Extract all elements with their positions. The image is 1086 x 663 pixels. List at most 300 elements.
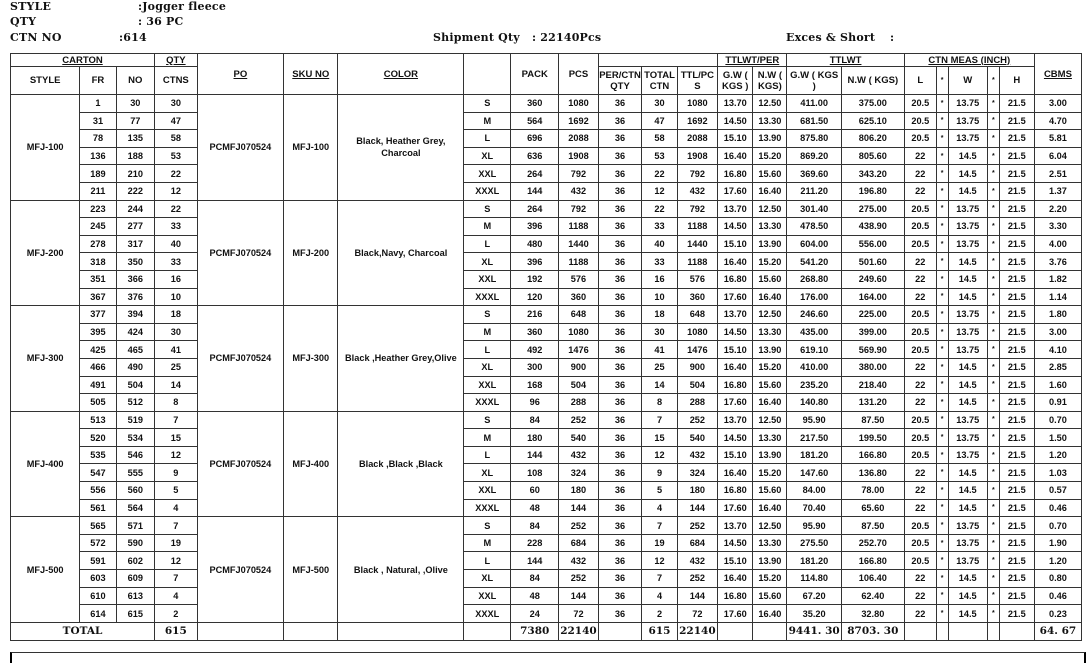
w-cell: 13.75 [948, 534, 987, 552]
tctn-cell: 30 [642, 323, 677, 341]
l-cell: 22 [904, 182, 936, 200]
pack-cell: 60 [511, 482, 559, 500]
x1-cell: * [936, 235, 948, 253]
style-cell: MFJ-200 [11, 200, 80, 306]
tctn-cell: 9 [642, 464, 677, 482]
ctns-cell: 12 [155, 446, 198, 464]
tpcs-cell: 432 [677, 446, 718, 464]
l-cell: 22 [904, 570, 936, 588]
tnw-cell: 62.40 [841, 587, 904, 605]
no-cell: 571 [116, 517, 154, 535]
pack-cell: 264 [511, 165, 559, 183]
l-cell: 20.5 [904, 235, 936, 253]
fr-cell: 491 [80, 376, 116, 394]
per-cell: 36 [598, 288, 642, 306]
exces-short-value: : [890, 31, 895, 44]
x2-cell: * [987, 130, 999, 148]
size-cell: L [464, 341, 511, 359]
ctn-meas-header: CTN MEAS (INCH) [904, 54, 1034, 67]
per-cell: 36 [598, 534, 642, 552]
tgw-cell: 681.50 [787, 112, 841, 130]
nw-cell: 13.30 [753, 534, 787, 552]
nw-cell: 15.20 [753, 570, 787, 588]
gw-cell: 16.80 [718, 376, 753, 394]
nw-cell: 15.20 [753, 253, 787, 271]
h-cell: 21.5 [999, 341, 1034, 359]
l-cell: 22 [904, 394, 936, 412]
size-cell: M [464, 218, 511, 236]
cbm-cell: 1.60 [1034, 376, 1081, 394]
table-row [11, 411, 1082, 429]
gw-cell: 16.40 [718, 464, 753, 482]
per-cell: 36 [598, 411, 642, 429]
w-cell: 13.75 [948, 95, 987, 113]
pack-cell: 180 [511, 429, 559, 447]
per-cell: 36 [598, 130, 642, 148]
tnw-cell: 218.40 [841, 376, 904, 394]
tpcs-cell: 576 [677, 270, 718, 288]
nw-cell: 13.90 [753, 130, 787, 148]
tgw-cell: 875.80 [787, 130, 841, 148]
gw-cell: 14.50 [718, 534, 753, 552]
nw-cell: 15.60 [753, 270, 787, 288]
tpcs-cell: 2088 [677, 130, 718, 148]
table-row [11, 429, 1082, 447]
l-cell: 20.5 [904, 200, 936, 218]
per-cell: 36 [598, 358, 642, 376]
ctns-cell: 9 [155, 464, 198, 482]
pcs-cell: 684 [559, 534, 598, 552]
tnw-cell: 399.00 [841, 323, 904, 341]
style-cell: MFJ-500 [11, 517, 80, 623]
no-cell: 222 [116, 182, 154, 200]
tpcs-cell: 1080 [677, 323, 718, 341]
gw-cell: 17.60 [718, 288, 753, 306]
nw-cell: 16.40 [753, 182, 787, 200]
tctn-cell: 19 [642, 534, 677, 552]
h-cell: 21.5 [999, 130, 1034, 148]
w-cell: 13.75 [948, 235, 987, 253]
w-cell: 14.5 [948, 165, 987, 183]
tnw-cell: 375.00 [841, 95, 904, 113]
cbm-cell: 0.23 [1034, 605, 1081, 623]
size-cell: XL [464, 147, 511, 165]
table-row [11, 112, 1082, 130]
no-cell: 277 [116, 218, 154, 236]
x1-cell: * [936, 482, 948, 500]
size-cell: M [464, 534, 511, 552]
w-cell: 13.75 [948, 306, 987, 324]
pack-cell: 144 [511, 446, 559, 464]
tpcs-cell: 1188 [677, 253, 718, 271]
pack-cell: 144 [511, 182, 559, 200]
tgw-cell: 411.00 [787, 95, 841, 113]
h-cell: 21.5 [999, 464, 1034, 482]
fr-cell: 245 [80, 218, 116, 236]
pack-cell: 84 [511, 411, 559, 429]
per-cell: 36 [598, 570, 642, 588]
tgw-cell: 95.90 [787, 517, 841, 535]
total-size-empty [464, 622, 511, 640]
nw-cell: 13.90 [753, 446, 787, 464]
pcs-cell: 648 [559, 306, 598, 324]
per-cell: 36 [598, 147, 642, 165]
tpcs-cell: 144 [677, 499, 718, 517]
pcs-cell: 504 [559, 376, 598, 394]
tgw-cell: 95.90 [787, 411, 841, 429]
cbm-cell: 4.10 [1034, 341, 1081, 359]
pcs-cell: 432 [559, 182, 598, 200]
x1-cell: * [936, 394, 948, 412]
pcs-cell: 1080 [559, 95, 598, 113]
x1-cell: * [936, 464, 948, 482]
no-cell: 555 [116, 464, 154, 482]
tctn-cell: 7 [642, 517, 677, 535]
table-row [11, 270, 1082, 288]
x2-cell: * [987, 482, 999, 500]
tctn-cell: 7 [642, 411, 677, 429]
tnw-cell: 275.00 [841, 200, 904, 218]
tpcs-cell: 1188 [677, 218, 718, 236]
tgw-cell: 70.40 [787, 499, 841, 517]
no-cell: 135 [116, 130, 154, 148]
h-cell: 21.5 [999, 552, 1034, 570]
gw-per-header: G.W ( KGS ) [718, 67, 753, 95]
x2-cell: * [987, 288, 999, 306]
total-cbm: 64. 67 [1034, 622, 1081, 640]
nw-cell: 15.20 [753, 464, 787, 482]
tctn-cell: 15 [642, 429, 677, 447]
size-cell: XXXL [464, 288, 511, 306]
tnw-cell: 380.00 [841, 358, 904, 376]
size-cell: XL [464, 253, 511, 271]
pack-cell: 636 [511, 147, 559, 165]
x2-cell: * [987, 376, 999, 394]
h-cell: 21.5 [999, 446, 1034, 464]
tgw-cell: 478.50 [787, 218, 841, 236]
h-cell: 21.5 [999, 394, 1034, 412]
x2-cell: * [987, 534, 999, 552]
tgw-cell: 246.60 [787, 306, 841, 324]
x1-cell: * [936, 499, 948, 517]
ctns-cell: 22 [155, 165, 198, 183]
x1-cell: * [936, 112, 948, 130]
x2-cell: * [987, 270, 999, 288]
tpcs-cell: 72 [677, 605, 718, 623]
cbm-cell: 0.70 [1034, 411, 1081, 429]
pack-cell: 168 [511, 376, 559, 394]
table-row [11, 323, 1082, 341]
table-row [11, 499, 1082, 517]
w-cell: 13.75 [948, 130, 987, 148]
ctns-cell: 18 [155, 306, 198, 324]
ctns-cell: 58 [155, 130, 198, 148]
nw-per-header: N.W ( KGS) [753, 67, 787, 95]
tctn-cell: 14 [642, 376, 677, 394]
w-cell: 13.75 [948, 552, 987, 570]
gw-cell: 17.60 [718, 394, 753, 412]
tctn-cell: 5 [642, 482, 677, 500]
tgw-cell: 604.00 [787, 235, 841, 253]
size-cell: XXXL [464, 182, 511, 200]
no-cell: 519 [116, 411, 154, 429]
x2-cell: * [987, 235, 999, 253]
total-x1-empty [936, 622, 948, 640]
tgw-cell: 176.00 [787, 288, 841, 306]
h-cell: 21.5 [999, 587, 1034, 605]
gw-cell: 15.10 [718, 341, 753, 359]
tnw-cell: 805.60 [841, 147, 904, 165]
no-cell: 30 [116, 95, 154, 113]
pcs-cell: 900 [559, 358, 598, 376]
x1-cell: * [936, 200, 948, 218]
h-cell: 21.5 [999, 323, 1034, 341]
size-cell: S [464, 306, 511, 324]
per-cell: 36 [598, 200, 642, 218]
cbm-cell: 4.00 [1034, 235, 1081, 253]
cbm-cell: 0.80 [1034, 570, 1081, 588]
tnw-cell: 806.20 [841, 130, 904, 148]
total-w-empty [948, 622, 987, 640]
size-cell: XL [464, 570, 511, 588]
no-cell: 465 [116, 341, 154, 359]
nw-cell: 15.60 [753, 376, 787, 394]
fr-cell: 367 [80, 288, 116, 306]
total-gw-empty [718, 622, 753, 640]
table-row [11, 130, 1082, 148]
ctns-cell: 33 [155, 253, 198, 271]
x1-cell: * [936, 288, 948, 306]
gw-cell: 14.50 [718, 218, 753, 236]
per-cell: 36 [598, 323, 642, 341]
table-row [11, 376, 1082, 394]
ctns-cell: 33 [155, 218, 198, 236]
fr-cell: 377 [80, 306, 116, 324]
h-cell: 21.5 [999, 517, 1034, 535]
size-cell: M [464, 112, 511, 130]
nw-cell: 15.20 [753, 147, 787, 165]
total-l-empty [904, 622, 936, 640]
no-cell: 188 [116, 147, 154, 165]
per-cell: 36 [598, 464, 642, 482]
x1-cell: * [936, 165, 948, 183]
size-cell: XXL [464, 165, 511, 183]
pcs-cell: 360 [559, 288, 598, 306]
ttlwt-per-header: TTLWT/PER [718, 54, 787, 67]
size-cell: M [464, 323, 511, 341]
w-cell: 13.75 [948, 200, 987, 218]
total-pcs: 22140 [559, 622, 598, 640]
fr-cell: 318 [80, 253, 116, 271]
tnw-cell: 252.70 [841, 534, 904, 552]
x2-cell: * [987, 218, 999, 236]
x1-cell: * [936, 570, 948, 588]
blank-group-header [598, 54, 717, 67]
fr-cell: 610 [80, 587, 116, 605]
pack-cell: 48 [511, 587, 559, 605]
total-sku-empty [284, 622, 338, 640]
ctns-cell: 19 [155, 534, 198, 552]
gw-cell: 14.50 [718, 112, 753, 130]
table-row [11, 358, 1082, 376]
pcs-cell: 144 [559, 499, 598, 517]
tctn-cell: 53 [642, 147, 677, 165]
l-cell: 20.5 [904, 323, 936, 341]
ctn-no-value: :614 [119, 31, 147, 44]
x2-cell: * [987, 95, 999, 113]
tnw-cell: 87.50 [841, 411, 904, 429]
tctn-cell: 33 [642, 253, 677, 271]
x1-cell: * [936, 253, 948, 271]
color-cell: Black, Heather Grey, Charcoal [338, 95, 464, 201]
nw-cell: 12.50 [753, 411, 787, 429]
l-cell: 20.5 [904, 112, 936, 130]
packing-list-table [10, 53, 1082, 641]
po-cell: PCMFJ070524 [197, 411, 283, 517]
no-cell: 615 [116, 605, 154, 623]
no-col-header: NO [116, 67, 154, 95]
x2-cell: * [987, 605, 999, 623]
size-cell: L [464, 446, 511, 464]
sku-cell: MFJ-200 [284, 200, 338, 306]
total-per-empty [598, 622, 642, 640]
fr-cell: 136 [80, 147, 116, 165]
nw-cell: 13.90 [753, 341, 787, 359]
cbm-cell: 1.20 [1034, 446, 1081, 464]
qty-label: QTY [10, 15, 37, 28]
fr-cell: 572 [80, 534, 116, 552]
l-cell: 20.5 [904, 130, 936, 148]
no-cell: 77 [116, 112, 154, 130]
table-row [11, 570, 1082, 588]
table-row [11, 587, 1082, 605]
tctn-cell: 7 [642, 570, 677, 588]
pcs-cell: 288 [559, 394, 598, 412]
l-cell: 20.5 [904, 552, 936, 570]
tnw-cell: 166.80 [841, 552, 904, 570]
size-cell: XXL [464, 482, 511, 500]
fr-cell: 520 [80, 429, 116, 447]
w-cell: 14.5 [948, 394, 987, 412]
no-cell: 602 [116, 552, 154, 570]
h-header: H [999, 67, 1034, 95]
tnw-cell: 78.00 [841, 482, 904, 500]
tctn-cell: 18 [642, 306, 677, 324]
tctn-cell: 41 [642, 341, 677, 359]
x1-cell: * [936, 341, 948, 359]
cbm-cell: 1.37 [1034, 182, 1081, 200]
gw-cell: 16.40 [718, 358, 753, 376]
per-cell: 36 [598, 306, 642, 324]
nw-cell: 12.50 [753, 95, 787, 113]
pack-cell: 696 [511, 130, 559, 148]
h-cell: 21.5 [999, 411, 1034, 429]
tctn-cell: 40 [642, 235, 677, 253]
sku-cell: MFJ-500 [284, 517, 338, 623]
po-header: PO [197, 54, 283, 95]
pack-cell: 564 [511, 112, 559, 130]
table-row [11, 95, 1082, 113]
gw-cell: 13.70 [718, 411, 753, 429]
l-cell: 20.5 [904, 411, 936, 429]
pcs-cell: 792 [559, 200, 598, 218]
ctns-cell: 14 [155, 376, 198, 394]
fr-cell: 591 [80, 552, 116, 570]
cbm-cell: 3.00 [1034, 95, 1081, 113]
ctns-cell: 7 [155, 517, 198, 535]
ctns-cell: 41 [155, 341, 198, 359]
gw-cell: 16.80 [718, 587, 753, 605]
h-cell: 21.5 [999, 182, 1034, 200]
size-header [464, 54, 511, 95]
gw-cell: 15.10 [718, 235, 753, 253]
pack-cell: 24 [511, 605, 559, 623]
w-cell: 13.75 [948, 517, 987, 535]
w-cell: 13.75 [948, 112, 987, 130]
w-cell: 14.5 [948, 587, 987, 605]
per-cell: 36 [598, 517, 642, 535]
tnw-cell: 199.50 [841, 429, 904, 447]
gw-cell: 16.80 [718, 165, 753, 183]
x2-cell: * [987, 323, 999, 341]
size-cell: S [464, 517, 511, 535]
total-h-empty [999, 622, 1034, 640]
sku-cell: MFJ-300 [284, 306, 338, 412]
fr-cell: 556 [80, 482, 116, 500]
table-row [11, 306, 1082, 324]
tgw-cell: 181.20 [787, 552, 841, 570]
per-cell: 36 [598, 165, 642, 183]
tnw-cell: 249.60 [841, 270, 904, 288]
pack-cell: 264 [511, 200, 559, 218]
h-cell: 21.5 [999, 605, 1034, 623]
pack-cell: 192 [511, 270, 559, 288]
cbm-cell: 0.46 [1034, 587, 1081, 605]
pcs-cell: 432 [559, 552, 598, 570]
pack-cell: 360 [511, 323, 559, 341]
ctns-cell: 7 [155, 411, 198, 429]
nw-cell: 15.60 [753, 165, 787, 183]
cbm-cell: 2.20 [1034, 200, 1081, 218]
pack-cell: 228 [511, 534, 559, 552]
gw-cell: 16.40 [718, 253, 753, 271]
x1-cell: * [936, 429, 948, 447]
x2-cell: * [987, 112, 999, 130]
ctns-cell: 30 [155, 95, 198, 113]
ctns-cell: 53 [155, 147, 198, 165]
shipment-qty-label: Shipment Qty [433, 31, 520, 44]
no-cell: 564 [116, 499, 154, 517]
w-cell: 14.5 [948, 358, 987, 376]
h-cell: 21.5 [999, 570, 1034, 588]
nw-cell: 12.50 [753, 517, 787, 535]
h-cell: 21.5 [999, 429, 1034, 447]
l-cell: 22 [904, 464, 936, 482]
table-row [11, 235, 1082, 253]
total-gw: 9441. 30 [787, 622, 841, 640]
gw-cell: 16.80 [718, 270, 753, 288]
per-cell: 36 [598, 552, 642, 570]
exces-short-label: Exces & Short [786, 31, 876, 44]
w-cell: 14.5 [948, 464, 987, 482]
pcs-cell: 1476 [559, 341, 598, 359]
table-row [11, 394, 1082, 412]
x2-cell: * [987, 394, 999, 412]
tgw-cell: 619.10 [787, 341, 841, 359]
pack-cell: 480 [511, 235, 559, 253]
tnw-cell: 87.50 [841, 517, 904, 535]
per-cell: 36 [598, 499, 642, 517]
